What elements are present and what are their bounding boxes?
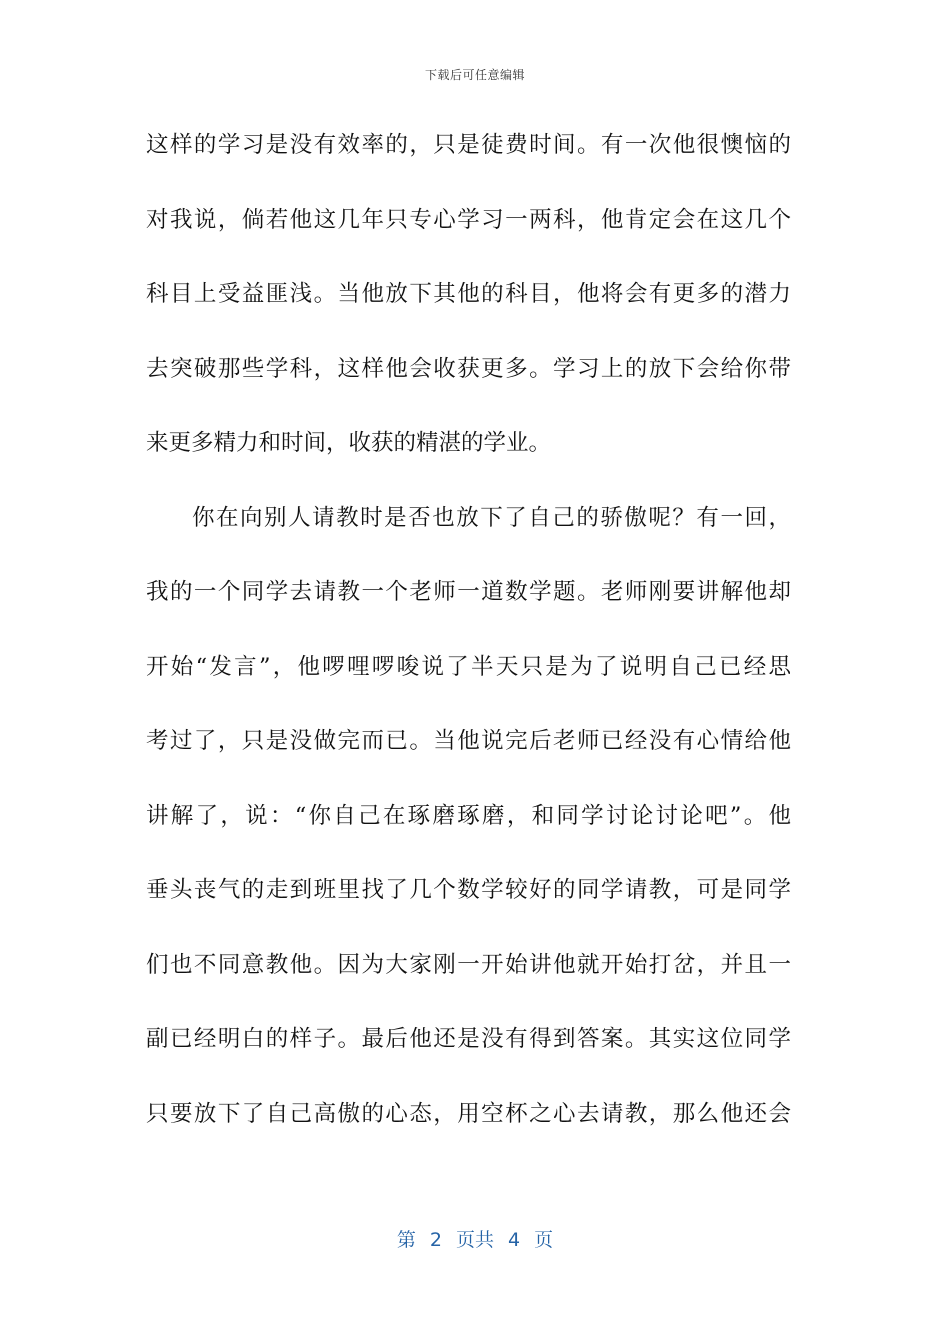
page-header: 下载后可任意编辑 <box>424 68 525 82</box>
footer-prefix: 第 <box>396 1229 416 1251</box>
text-line: 们也不同意教他。因为大家刚一开始讲他就开始打岔，并且一 <box>146 951 791 978</box>
text-line: 去突破那些学科，这样他会收获更多。学习上的放下会给你带 <box>146 355 791 382</box>
footer-current-page: 2 <box>429 1229 442 1251</box>
footer-suffix: 页 <box>534 1229 554 1251</box>
text-line: 我的一个同学去请教一个老师一道数学题。老师刚要讲解他却 <box>146 579 791 605</box>
text-line: 来更多精力和时间，收获的精湛的学业。 <box>146 430 552 456</box>
text-line: 这样的学习是没有效率的，只是徒费时间。有一次他很懊恼的 <box>146 132 791 158</box>
text-line: 科目上受益匪浅。当他放下其他的科目，他将会有更多的潜力 <box>146 281 791 307</box>
text-line: 考过了，只是没做完而已。当他说完后老师已经没有心情给他 <box>146 728 791 754</box>
text-line: 开始“发言”，他啰哩啰唆说了半天只是为了说明自己已经思 <box>146 653 791 680</box>
text-line: 副已经明白的样子。最后他还是没有得到答案。其实这位同学 <box>146 1026 791 1052</box>
text-line: 垂头丧气的走到班里找了几个数学较好的同学请教，可是同学 <box>146 877 791 903</box>
text-line: 对我说，倘若他这几年只专心学习一两科，他肯定会在这几个 <box>146 206 791 233</box>
page-number-footer <box>0 1225 950 1252</box>
document-body <box>146 122 791 1165</box>
text-line: 讲解了，说：“你自己在琢磨琢磨，和同学讨论讨论吧”。他 <box>146 802 791 829</box>
text-line: 只要放下了自己高傲的心态，用空杯之心去请教，那么他还会 <box>146 1100 791 1127</box>
footer-total-pages: 4 <box>508 1229 521 1251</box>
footer-middle: 页共 <box>455 1229 494 1251</box>
text-line: 你在向别人请教时是否也放下了自己的骄傲呢？有一回， <box>192 504 791 531</box>
